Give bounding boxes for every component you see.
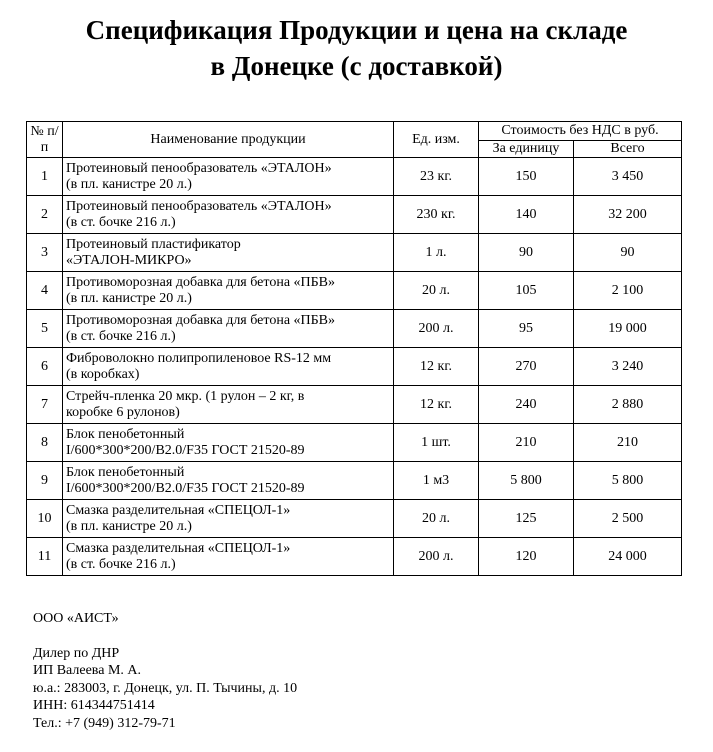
- header-total: Всего: [574, 141, 682, 158]
- spacer: [33, 628, 297, 645]
- row-total: 32 200: [574, 196, 682, 234]
- row-num: 10: [27, 500, 63, 538]
- row-name: [63, 234, 394, 272]
- row-num: 4: [27, 272, 63, 310]
- row-unit: 200 л.: [394, 538, 479, 576]
- row-num: 5: [27, 310, 63, 348]
- row-total: 2 880: [574, 386, 682, 424]
- row-unit: 1 м3: [394, 462, 479, 500]
- row-unit: 12 кг.: [394, 386, 479, 424]
- row-name-line-2: коробке 6 рулонов): [66, 404, 180, 420]
- row-price: 270: [479, 348, 574, 386]
- row-name-line-2: (в ст. бочке 216 л.): [66, 556, 176, 572]
- row-total: 24 000: [574, 538, 682, 576]
- specification-table: [26, 121, 682, 576]
- row-name: [63, 424, 394, 462]
- row-total: 2 500: [574, 500, 682, 538]
- row-name-line-2: «ЭТАЛОН-МИКРО»: [66, 252, 192, 268]
- row-name: [63, 310, 394, 348]
- table-row: [27, 348, 682, 386]
- row-name-line-1: Протеиновый пенообразователь «ЭТАЛОН»: [66, 160, 332, 176]
- row-num: 7: [27, 386, 63, 424]
- row-name: [63, 348, 394, 386]
- row-num: 8: [27, 424, 63, 462]
- header-num: № п/п: [27, 122, 63, 158]
- row-price: 125: [479, 500, 574, 538]
- dealer-person: ИП Валеева М. А.: [33, 663, 142, 678]
- row-total: 90: [574, 234, 682, 272]
- row-name: [63, 158, 394, 196]
- row-name-line-2: (в ст. бочке 216 л.): [66, 214, 176, 230]
- row-unit: 12 кг.: [394, 348, 479, 386]
- dealer-address: ю.а.: 283003, г. Донецк, ул. П. Тычины, д. 10: [33, 680, 298, 696]
- table-row: [27, 424, 682, 462]
- row-price: 90: [479, 234, 574, 272]
- row-name-line-1: Протеиновый пластификатор: [66, 236, 241, 252]
- row-price: 140: [479, 196, 574, 234]
- row-name-line-1: Противоморозная добавка для бетона «ПБВ»: [66, 274, 336, 290]
- row-name: [63, 386, 394, 424]
- row-name-line-2: (в ст. бочке 216 л.): [66, 328, 176, 344]
- table-row: [27, 386, 682, 424]
- table-row: [27, 310, 682, 348]
- row-total: 210: [574, 424, 682, 462]
- row-unit: 1 шт.: [394, 424, 479, 462]
- row-name-line-1: Блок пенобетонный: [66, 426, 185, 442]
- table-row: [27, 272, 682, 310]
- row-name-line-2: (в пл. канистре 20 л.): [66, 518, 192, 534]
- header-per-unit: За единицу: [479, 141, 574, 158]
- row-unit: 200 л.: [394, 310, 479, 348]
- row-name-line-2: I/600*300*200/B2.0/F35 ГОСТ 21520-89: [66, 442, 305, 458]
- row-name-line-1: Фиброволокно полипропиленовое RS-12 мм: [66, 350, 332, 366]
- header-unit: Ед. изм.: [394, 122, 479, 158]
- row-price: 95: [479, 310, 574, 348]
- row-name-line-2: (в пл. канистре 20 л.): [66, 176, 192, 192]
- row-price: 150: [479, 158, 574, 196]
- row-name: [63, 500, 394, 538]
- company-name: ООО «АИСТ»: [33, 611, 119, 626]
- row-unit: 1 л.: [394, 234, 479, 272]
- page-title: [0, 12, 713, 84]
- row-num: 11: [27, 538, 63, 576]
- row-num: 9: [27, 462, 63, 500]
- table-row: [27, 462, 682, 500]
- row-name-line-2: I/600*300*200/B2.0/F35 ГОСТ 21520-89: [66, 480, 305, 496]
- title-line-2: в Донецке (с доставкой): [210, 51, 503, 81]
- row-price: 105: [479, 272, 574, 310]
- row-price: 120: [479, 538, 574, 576]
- table-row: [27, 234, 682, 272]
- title-line-1: Спецификация Продукции и цена на складе: [85, 15, 628, 45]
- row-unit: 230 кг.: [394, 196, 479, 234]
- row-total: 5 800: [574, 462, 682, 500]
- row-total: 3 450: [574, 158, 682, 196]
- row-name-line-1: Протеиновый пенообразователь «ЭТАЛОН»: [66, 198, 332, 214]
- row-name-line-1: Смазка разделительная «СПЕЦОЛ-1»: [66, 502, 291, 518]
- row-num: 1: [27, 158, 63, 196]
- row-unit: 23 кг.: [394, 158, 479, 196]
- row-name: [63, 272, 394, 310]
- row-name: [63, 462, 394, 500]
- row-name: [63, 196, 394, 234]
- table-row: [27, 196, 682, 234]
- row-name-line-1: Блок пенобетонный: [66, 464, 185, 480]
- row-total: 3 240: [574, 348, 682, 386]
- row-unit: 20 л.: [394, 500, 479, 538]
- header-cost: Стоимость без НДС в руб.: [479, 122, 682, 141]
- row-total: 19 000: [574, 310, 682, 348]
- row-name-line-1: Смазка разделительная «СПЕЦОЛ-1»: [66, 540, 291, 556]
- row-unit: 20 л.: [394, 272, 479, 310]
- table-row: [27, 538, 682, 576]
- row-num: 3: [27, 234, 63, 272]
- row-name: [63, 538, 394, 576]
- row-price: 210: [479, 424, 574, 462]
- table-row: [27, 500, 682, 538]
- contact-block: [33, 610, 297, 732]
- table-body: [27, 158, 682, 576]
- table-row: [27, 158, 682, 196]
- row-price: 240: [479, 386, 574, 424]
- row-name-line-2: (в пл. канистре 20 л.): [66, 290, 192, 306]
- dealer-phone: Тел.: +7 (949) 312-79-71: [33, 715, 176, 731]
- row-name-line-1: Стрейч-пленка 20 мкр. (1 рулон – 2 кг, в: [66, 388, 305, 404]
- row-name-line-2: (в коробках): [66, 366, 140, 382]
- row-num: 2: [27, 196, 63, 234]
- row-total: 2 100: [574, 272, 682, 310]
- row-name-line-1: Противоморозная добавка для бетона «ПБВ»: [66, 312, 336, 328]
- row-num: 6: [27, 348, 63, 386]
- dealer-inn: ИНН: 614344751414: [33, 698, 155, 713]
- header-name: Наименование продукции: [63, 122, 394, 158]
- dealer-label: Дилер по ДНР: [33, 645, 120, 661]
- row-price: 5 800: [479, 462, 574, 500]
